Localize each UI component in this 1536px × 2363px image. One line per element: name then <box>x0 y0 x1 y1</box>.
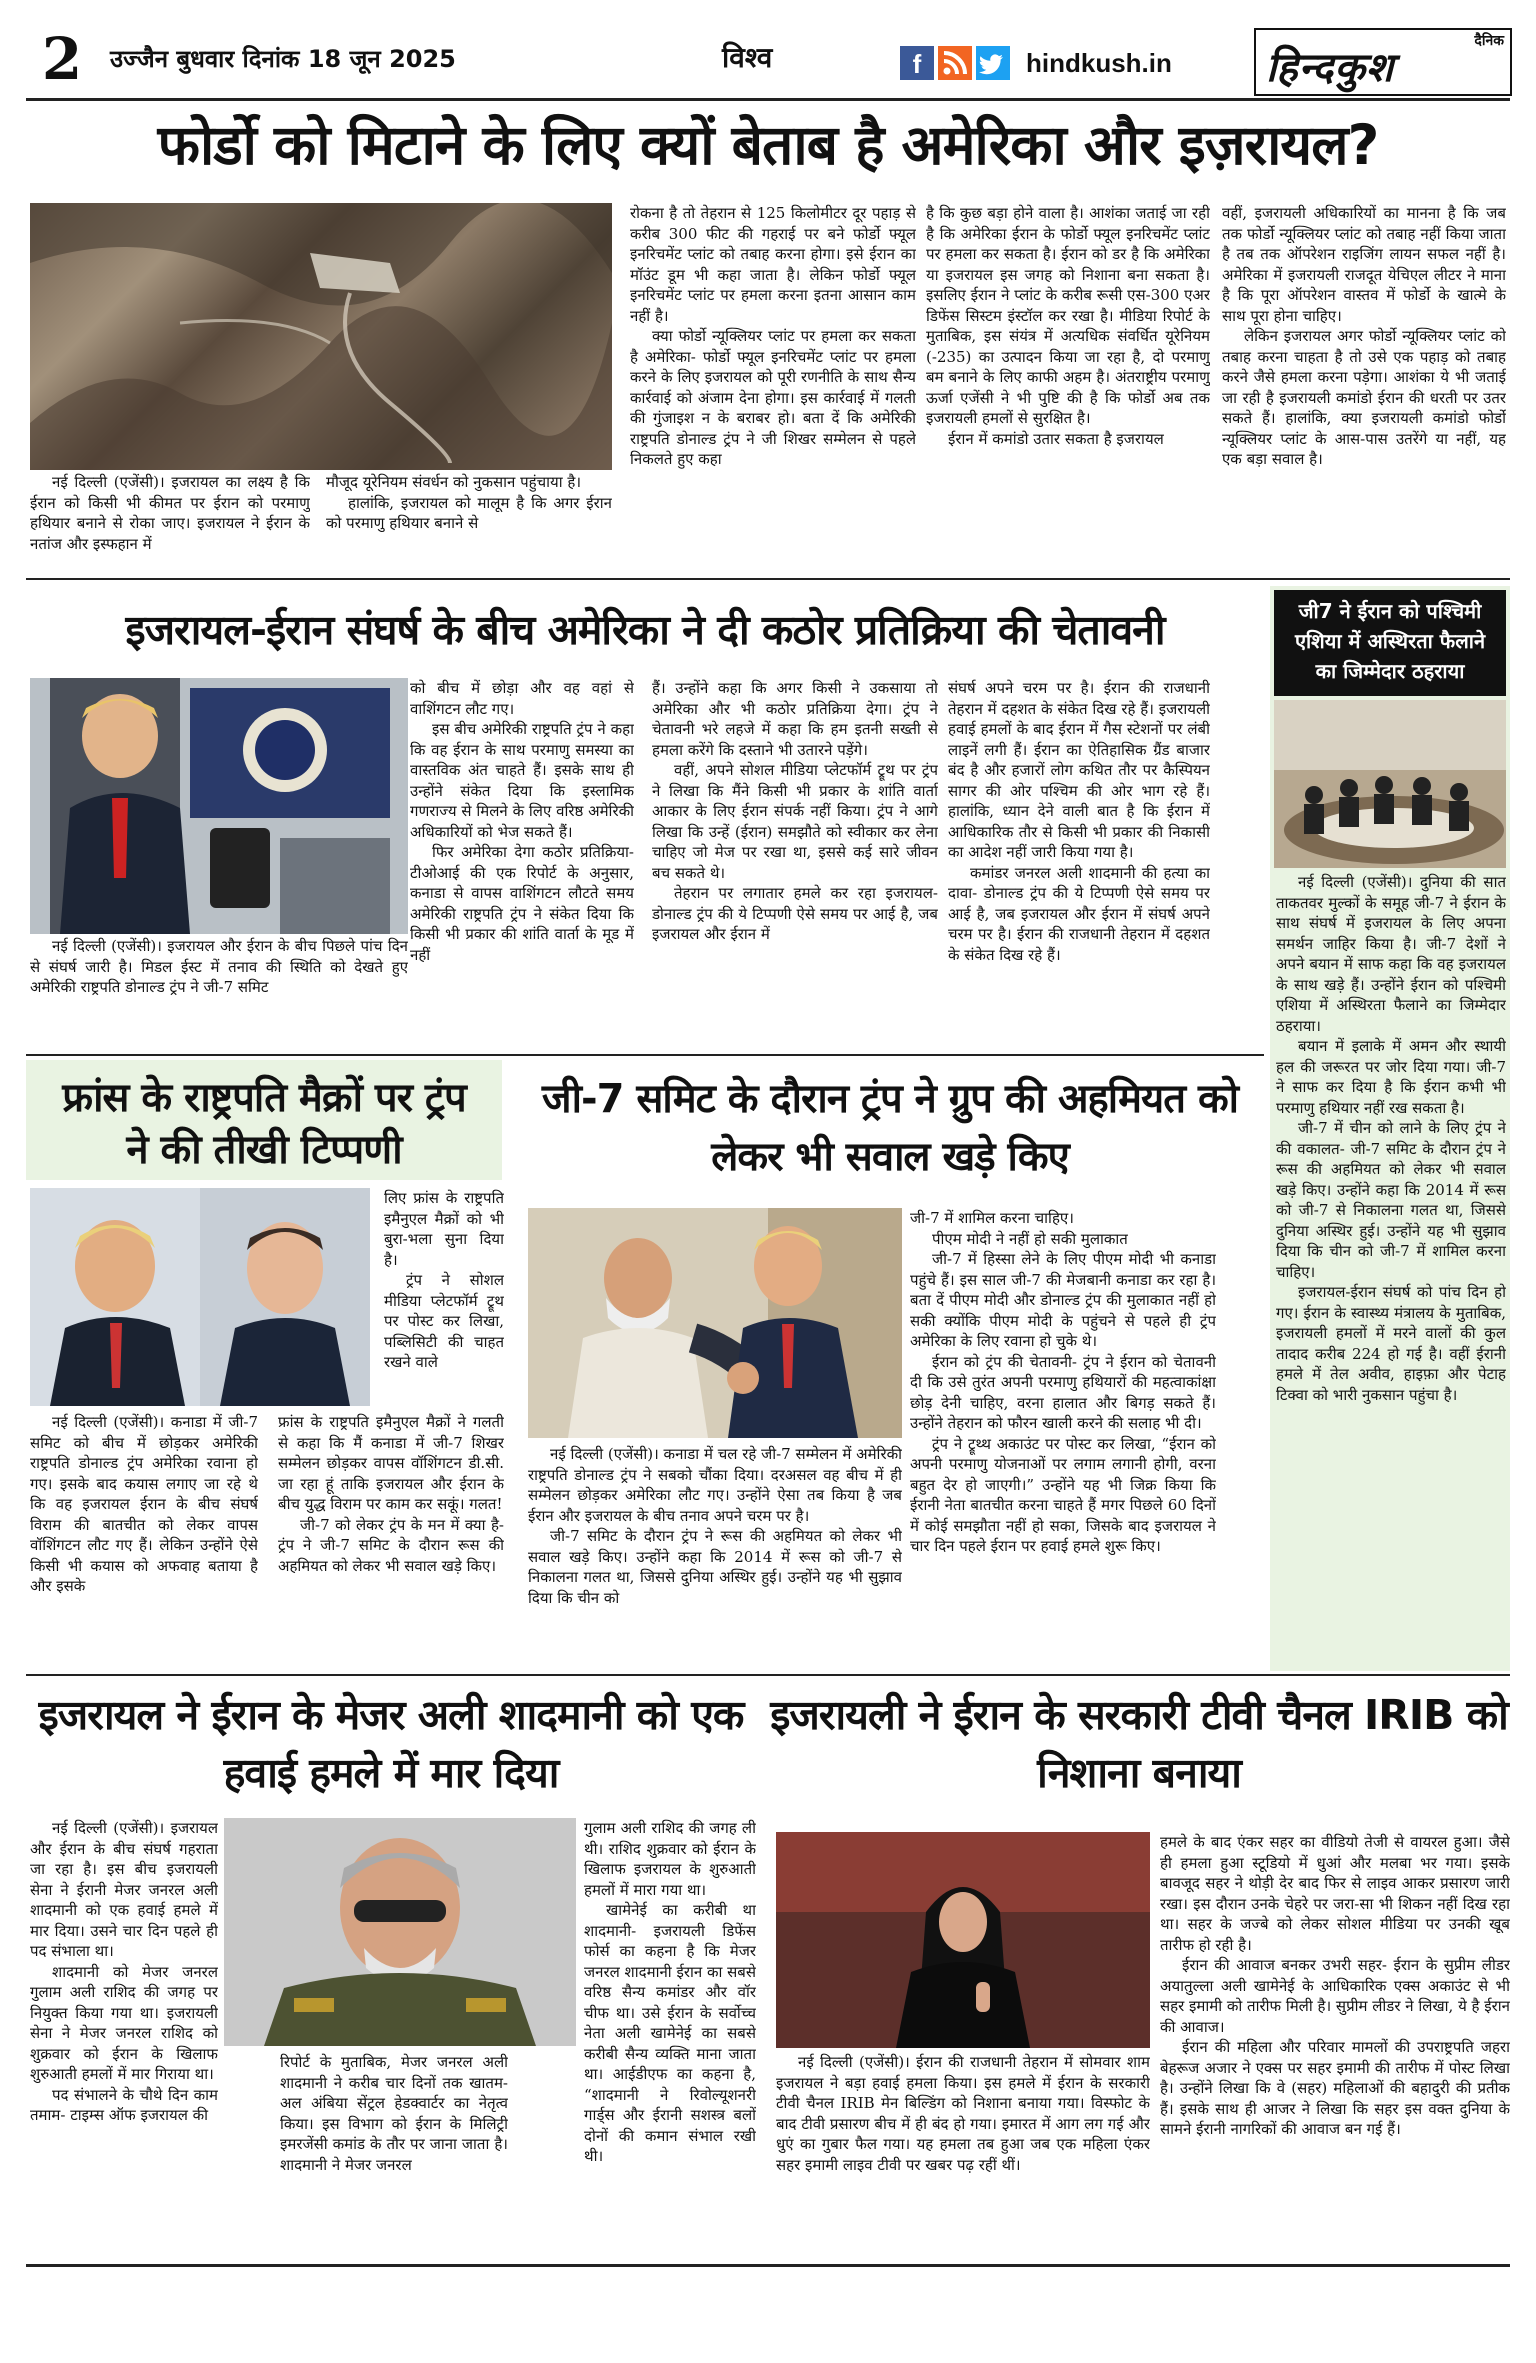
sahar-imami-photo <box>776 1832 1150 2048</box>
story3-col1: नई दिल्ली (एजेंसी)। कनाडा में जी-7 समिट को बीच में छोड़कर अमेरिकी राष्ट्रपति डोनाल्ड ट्रंप अमेरिका रवाना हो गए। इसके बाद कयास लगाए जा रहे थे कि वह इजरायल ईरान के बीच संघर्ष विराम की बातचीत को लेकर वापस वॉशिंगटन लौट गए हैं। लेकिन उन्होंने ऐसे किसी भी कयास को अफवाह बताया है और इसके <box>30 1413 258 1595</box>
dateline: उज्जैन बुधवार दिनांक 18 जून 2025 <box>110 45 456 73</box>
logo-small-text: दैनिक <box>1474 33 1504 49</box>
ali-shadmani-photo <box>224 1818 576 2046</box>
fordo-satellite-photo <box>30 203 612 470</box>
story2-col3: हैं। उन्होंने कहा कि अगर किसी ने उकसाया तो अमेरिका और भी कठोर प्रतिक्रिया देगा। ट्रंप ने चेतावनी भरे लहजे में कहा कि हम इतनी सख्ती से हमला करेंगे कि दस्ताने भी उतारने पड़ेंगे। वहीं, अपने सोशल मीडिया प्लेटफॉर्म ट्रूथ पर ट्रंप ने लिखा कि मैंने किसी भी प्रकार के शांति वार्ता आकार के लिए ईरान संपर्क नहीं किया। ट्रंप ने आगे लिखा कि उन्हें (ईरान) समझौते को स्वीकार कर लेना चाहिए जो मेज पर रखा था, इससे कई सारे जीवन बच सकते थे। तेहरान पर लगातार हमले कर रहा इजरायल- डोनाल्ड ट्रंप की ये टिप्पणी ऐसे समय पर आई है, जब इजरायल और ईरान में <box>652 679 938 943</box>
g7-summit-photo <box>1274 700 1506 868</box>
g7-sidebar-headline <box>1274 590 1506 696</box>
story1-col3: रोकना है तो तेहरान से 125 किलोमीटर दूर पहाड़ से करीब 300 फीट की गहराई पर बने फोर्डो फ्यूल इनरिचमेंट प्लांट को तबाह करना होगा। इसे ईरान का मॉउंट डूम भी कहा जाता है। लेकिन फोर्डो फ्यूल इनरिचमेंट प्लांट पर हमला करना इतना आसान काम नहीं है। क्या फोर्डो न्यूक्लियर प्लांट पर हमला कर सकता है अमेरिका- फोर्डो फ्यूल इनरिचमेंट प्लांट पर हमला करने के लिए इजरायल को पूरी रणनीति के साथ सैन्य कार्रवाई को अंजाम देना होगा। इस कार्रवाई में गलती की गुंजाइश न के बराबर हो। बता दें कि अमेरिकी राष्ट्रपति डोनाल्ड ट्रंप ने जी शिखर सम्मेलन से पहले निकलते हुए कहा <box>630 204 916 468</box>
website-url[interactable]: hindkush.in <box>1026 48 1172 78</box>
masthead-rule <box>26 98 1510 101</box>
section-rule-2 <box>26 1054 1264 1056</box>
trump-macron-photo <box>30 1188 370 1406</box>
facebook-icon[interactable]: f <box>900 46 934 80</box>
macron-headline-box <box>26 1060 502 1180</box>
story2-headline: इजरायल-ईरान संघर्ष के बीच अमेरिका ने दी कठोर प्रतिक्रिया की चेतावनी <box>125 606 1165 654</box>
twitter-icon[interactable] <box>976 46 1010 80</box>
story1-col2: मौजूद यूरेनियम संवर्धन को नुकसान पहुंचाया है। हालांकि, इजरायल को मालूम है कि अगर ईरान को परमाणु हथियार बनाने से <box>326 473 612 532</box>
story4-col2: जी-7 में शामिल करना चाहिए। पीएम मोदी ने नहीं हो सकी मुलाकात जी-7 में हिस्सा लेने के लिए पीएम मोदी भी कनाडा पहुंचे हैं। इस साल जी-7 की मेजबानी कनाडा कर रहा है। बता दें पीएम मोदी और डोनाल्ड ट्रंप की मुलाकात नहीं हो सकी क्योंकि पीएम मोदी के पहुंचने से पहले ही ट्रंप अमेरिका के लिए रवाना हो चुके थे। ईरान को ट्रंप की चेतावनी- ट्रंप ने ईरान को चेतावनी दी कि उसे तुरंत अपनी परमाणु हथियारों की महत्वाकांक्षा छोड़ देनी चाहिए, वरना हालात और बिगड़ सकते हैं। उन्होंने तेहरान को फौरन खाली करने की सलाह भी दी। ट्रंप ने ट्रूथ्थ अकाउंट पर पोस्ट कर लिखा, “ईरान को अपनी परमाणु योजनाओं पर लगाम लगानी होगी, वरना बहुत देर हो जाएगी।” उन्होंने यह भी जिक्र किया कि ईरानी नेता बातचीत करना चाहते हैं मगर पिछले 60 दिनों में कोई समझौता नहीं हो सका, जिसके बाद इजरायल ने चार दिन पहले ईरान पर हवाई हमले शुरू किए। <box>910 1209 1216 1555</box>
story1-col4: है कि कुछ बड़ा होने वाला है। आशंका जताई जा रही है कि अमेरिका ईरान के फोर्डो फ्यूल इनरिचमेंट प्लांट पर हमला कर सकता है। ईरान को डर है कि अमेरिका या इजरायल इस जगह को निशाना बना सकता है। इसलिए ईरान ने प्लांट के करीब रूसी एस-300 एअर डिफेंस सिस्टम इंस्टॉल कर रखा है। मीडिया रिपोर्ट के मुताबिक, इस संयंत्र में अत्यधिक संवर्धित यूरेनियम (-235) का उत्पादन किया जा रहा है, दो परमाणु बम बनाने के लिए काफी अहम है। अंतराष्ट्रीय परमाणु ऊर्जा एजेंसी ने भी पुष्टि की है कि फोर्डो अब तक इजरायली हमलों से सुरक्षित है। ईरान में कमांडो उतार सकता है इजरायल <box>926 204 1210 448</box>
trump-plane-photo <box>30 678 408 934</box>
story4-col1: नई दिल्ली (एजेंसी)। कनाडा में चल रहे जी-7 सम्मेलन में अमेरिकी राष्ट्रपति डोनाल्ड ट्रंप ने सबको चौंका दिया। दरअसल वह बीच में ही सम्मेलन छोड़कर अमेरिका लौट गए। उन्होंने ऐसा तब किया है जब ईरान और इजरायल के बीच तनाव अपने चरम पर है। जी-7 समिट के दौरान ट्रंप ने रूस की अहमियत को लेकर भी सवाल खड़े किए। उन्होंने कहा कि 2014 में रूस को जी-7 से निकालना गलत था, जिससे दुनिया अस्थिर हुई। उन्होंने यह भी सुझाव दिया कि चीन को <box>528 1445 902 1607</box>
bottom-rule <box>26 2264 1510 2267</box>
story6-headline: इजरायली ने ईरान के सरकारी टीवी चैनल IRIB को निशाना बनाया <box>770 1691 1508 1797</box>
story3-col2-top: लिए फ्रांस के राष्ट्रपति इमैनुएल मैक्रों को भी बुरा-भला सुना दिया है। ट्रंप ने सोशल मीडिया प्लेटफॉर्म ट्रूथ पर पोस्ट कर लिखा, पब्लिसिटी की चाहत रखने वाले <box>384 1189 504 1371</box>
rss-icon[interactable] <box>938 46 972 80</box>
section-rule-1 <box>26 578 1510 580</box>
story2-col1: नई दिल्ली (एजेंसी)। इजरायल और ईरान के बीच पिछले पांच दिन से संघर्ष जारी है। मिडल ईस्ट में तनाव की स्थिति को देखते हुए अमेरिकी राष्ट्रपति डोनाल्ड ट्रंप ने जी-7 समिट <box>30 937 408 996</box>
story1-col1: नई दिल्ली (एजेंसी)। इजरायल का लक्ष्य है कि ईरान को किसी भी कीमत पर ईरान को परमाणु हथियार बनाने से रोका जाए। इजरायल ने ईरान के नतांज और इस्फहान में <box>30 473 310 553</box>
story2-col2: को बीच में छोड़ा और वह वहां से वाशिंगटन लौट गए। इस बीच अमेरिकी राष्ट्रपति ट्रंप ने कहा कि वह ईरान के साथ परमाणु समस्या का वास्तविक अंत चाहते हैं। इसके साथ ही उन्होंने संकेत दिया कि इस्लामिक गणराज्य से मिलने के लिए वरिष्ठ अमेरिकी अधिकारियों को भेज सकते हैं। फिर अमेरिका देगा कठोर प्रतिक्रिया- टीओआई की एक रिपोर्ट के अनुसार, कनाडा से वापस वाशिंगटन लौटते समय अमेरिकी राष्ट्रपति ट्रंप ने संकेत दिया कि किसी भी प्रकार की शांति वार्ता के मूड में नहीं <box>410 679 634 964</box>
story3-col2: फ्रांस के राष्ट्रपति इमैनुएल मैक्रों ने गलती से कहा कि मैं कनाडा में जी-7 शिखर सम्मेलन छोड़कर वापस वॉशिंगटन डी.सी. जा रहा हूं ताकि इजरायल और ईरान के बीच युद्ध विराम पर काम कर सकूं। गलत! जी-7 को लेकर ट्रंप के मन में क्या है- ट्रंप ने जी-7 समिट के दौरान रूस की अहमियत को लेकर भी सवाल खड़े किए। <box>278 1413 504 1575</box>
story2-col4: संघर्ष अपने चरम पर है। ईरान की राजधानी तेहरान में दहशत के संकेत दिख रहे हैं। इजरायली हवाई हमलों के बाद ईरान में गैस स्टेशनों पर लंबी लाइनें लगी हैं। ईरान का ऐतिहासिक ग्रैंड बाजार बंद है और हजारों लोग कथित तौर पर कैस्पियन सागर की ओर पश्चिम की ओर भाग रहे हैं। हालांकि, ध्यान देने वाली बात है कि ईरान में आधिकारिक तौर से किसी भी प्रकार की निकासी का आदेश नहीं जारी किया गया है। कमांडर जनरल अली शादमानी की हत्या का दावा- डोनाल्ड ट्रंप की ये टिप्पणी ऐसे समय पर आई है, जब इजरायल और ईरान में संघर्ष अपने चरम पर है। ईरान की राजधानी तेहरान में दहशत के संकेत दिख रहे हैं। <box>948 679 1210 964</box>
story5-col1: नई दिल्ली (एजेंसी)। इजरायल और ईरान के बीच संघर्ष गहराता जा रहा है। इस बीच इजरायली सेना ने ईरानी मेजर जनरल अली शादमानी को एक हवाई हमले में मार दिया। उसने चार दिन पहले ही पद संभाला था। शादमानी को मेजर जनरल गुलाम अली राशिद की जगह पर नियुक्त किया गया था। इजरायली सेना ने मेजर जनरल राशिद को शुक्रवार को ईरान के खिलाफ शुरुआती हमलों में मार गिराया था। पद संभालने के चौथे दिन काम तमाम- टाइम्स ऑफ इजरायल की <box>30 1819 218 2124</box>
story1-headline: फोर्डो को मिटाने के लिए क्यों बेताब है अमेरिका और इज़रायल? <box>157 113 1379 177</box>
logo-text: हिन्दकुश <box>1266 44 1395 91</box>
section-rule-3 <box>26 1674 1510 1676</box>
story3-headline: फ्रांस के राष्ट्रपति मैक्रों पर ट्रंप ने की तीखी टिप्पणी <box>62 1075 466 1173</box>
story1-col5: वहीं, इजरायली अधिकारियों का मानना है कि जब तक फोर्डो न्यूक्लियर प्लांट को तबाह नहीं किया जाता है तब तक ऑपरेशन राइजिंग लायन सफल नहीं है। अमेरिका में इजरायली राजदूत येचिएल लीटर ने माना है कि पूरा ऑपरेशन वास्तव में फोर्डो के खात्मे के साथ पूरा होना चाहिए। लेकिन इजरायल अगर फोर्डो न्यूक्लियर प्लांट को तबाह करना चाहता है तो उसे एक पहाड़ को तबाह करने जैसे हमला करना पड़ेगा। आशंका ये भी जताई जा रही है इजरायली कमांडो ईरान की धरती पर उतर सकते हैं। हालांकि, क्या इजरायली कमांडो फोर्डो न्यूक्लियर प्लांट के आस-पास उतरेंगे या नहीं, यह एक बड़ा सवाल है। <box>1222 204 1506 468</box>
logo <box>1254 28 1512 96</box>
story6-col1: नई दिल्ली (एजेंसी)। ईरान की राजधानी तेहरान में सोमवार शाम इजरायल ने बड़ा हवाई हमला किया। इस हमले में ईरान के सरकारी टीवी चैनल IRIB मेन बिल्डिंग को निशाना बनाया गया। विस्फोट के बाद टीवी प्रसारण बीच में ही बंद हो गया। इमारत में आग लग गई और धुएं का गुबार फैल गया। यह हमला तब हुआ जब एक महिला एंकर सहर इमामी लाइव टीवी पर खबर पढ़ रहीं थीं। <box>776 2053 1150 2174</box>
g7-sidebar-headline-text: जी7 ने ईरान को पश्चिमी एशिया में अस्थिरता फैलाने का जिम्मेदार ठहराया <box>1294 599 1486 683</box>
modi-trump-photo <box>528 1208 902 1438</box>
page-number: 2 <box>41 25 83 93</box>
story5-col3: गुलाम अली राशिद की जगह ली थी। राशिद शुक्रवार को ईरान के खिलाफ इजरायल के शुरुआती हमलों में मारा गया था। खामेनेई का करीबी था शादमानी- इजरायली डिफेंस फोर्स का कहना है कि मेजर जनरल शादमानी ईरान का सबसे वरिष्ठ सैन्य कमांडर और वॉर चीफ था। उसे ईरान के सर्वोच्च नेता अली खामेनेई का सबसे करीबी सैन्य व्यक्ति माना जाता था। आईडीएफ का कहना है, “शादमानी ने रिवोल्यूशनरी गार्ड्स और ईरानी सशस्त्र बलों दोनों की कमान संभाल रखी थी। <box>584 1819 756 2165</box>
story4-headline: जी-7 समिट के दौरान ट्रंप ने ग्रुप की अहमियत को लेकर भी सवाल खड़े किए <box>541 1076 1239 1180</box>
section-label: विश्व <box>722 41 773 74</box>
story5-headline: इजरायल ने ईरान के मेजर अली शादमानी को एक हवाई हमले में मार दिया <box>38 1691 744 1797</box>
masthead <box>26 24 1510 96</box>
g7-sidebar-body: नई दिल्ली (एजेंसी)। दुनिया की सात ताकतवर मुल्कों के समूह जी-7 ने ईरान के साथ संघर्ष में इजरायल के लिए अपना समर्थन जाहिर किया है। जी-7 देशों ने अपने बयान में साफ कहा कि वह इजरायल के साथ खड़े हैं। उन्होंने ईरान को पश्चिमी एशिया में अस्थिरता फैलाने का जिम्मेदार ठहराया। बयान में इलाके में अमन और स्थायी हल की जरूरत पर जोर दिया गया। जी-7 ने साफ कर दिया है कि ईरान कभी भी परमाणु हथियार नहीं रख सकता है। जी-7 में चीन को लाने के लिए ट्रंप ने की वकालत- जी-7 समिट के दौरान ट्रंप ने रूस की अहमियत को लेकर भी सवाल खड़े किए। उन्होंने कहा कि 2014 में रूस को जी-7 से निकालना गलत था, जिससे दुनिया अस्थिर हुई। उन्होंने यह भी सुझाव दिया कि चीन को जी-7 में शामिल करना चाहिए। इजरायल-ईरान संघर्ष को पांच दिन हो गए। ईरान के स्वास्थ्य मंत्रालय के मुताबिक, इजरायली हमलों में मरने वालों की कुल तादाद करीब 224 हो गई है। वहीं ईरानी हमले में तेल अवीव, हाइफ़ा और पेटाह टिक्वा को भारी नुकसान पहुंचा है। <box>1276 873 1506 1404</box>
story6-col2: हमले के बाद एंकर सहर का वीडियो तेजी से वायरल हुआ। जैसे ही हमला हुआ स्टूडियो में धुआं और मलबा भर गया। इसके बावजूद सहर ने थोड़ी देर बाद फिर से लाइव आकर प्रसारण जारी रखा। इस दौरान उनके चेहरे पर जरा-सा भी शिकन नहीं दिख रहा था। सहर के जज्बे को लेकर सोशल मीडिया पर उनकी खूब तारीफ हो रही है। ईरान की आवाज बनकर उभरी सहर- ईरान के सुप्रीम लीडर अयातुल्ला अली खामेनेई के आधिकारिक एक्स अकाउंट से भी सहर इमामी को तारीफ मिली है। सुप्रीम लीडर ने लिखा, ये है ईरान की आवाज। ईरान की महिला और परिवार मामलों की उपराष्ट्रपति जहरा बेहरूज अजार ने एक्स पर सहर इमामी की तारीफ में पोस्ट लिखा है। उन्होंने लिखा कि वे (सहर) महिलाओं की बहादुरी की प्रतीक हैं। इसके साथ ही आजर ने लिखा कि सहर इस वक्त दुनिया के सामने ईरानी नागरिकों की आवाज बन गई हैं। <box>1160 1833 1510 2138</box>
story5-col2: रिपोर्ट के मुताबिक, मेजर जनरल अली शादमानी ने करीब चार दिनों तक खातम-अल अंबिया सेंट्रल हेडक्वार्टर का नेतृत्व किया। इस विभाग को ईरान के मिलिट्री इमरजेंसी कमांड के तौर पर जाना जाता है। शादमानी ने मेजर जनरल <box>280 2053 508 2174</box>
